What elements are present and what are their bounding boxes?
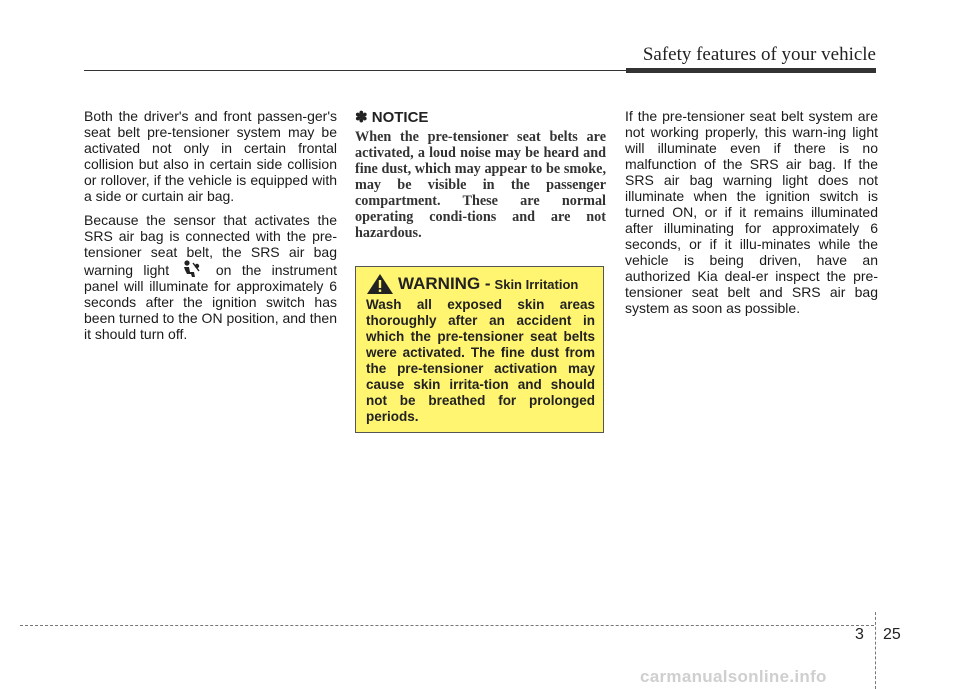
notice-symbol-icon: ✽: [355, 109, 368, 126]
paragraph-malfunction: If the pre-tensioner seat belt system are not working properly, this warn-ing light will illuminate even if there is no malfunction of the SRS air bag. If the SRS air bag warning light does not illuminate when the ignition switch is turned ON, or if it remains illuminated after illuminating for approximately 6 seconds, or if it illu-minates while the vehicle is being driven, have an authorized Kia deal-er inspect the pre-tensioner seat belt and SRS air bag system as soon as possible.: [625, 108, 878, 316]
paragraph-sensor-part1: Because the sensor that activates the SRS air bag is connected with the pre-tensioner seat belt, the SRS air bag warning light: [84, 212, 337, 278]
paragraph-sensor-part2: on the instrument panel will illuminate for approximately 6 seconds after the ignition switch has been turned to the ON position, and then it should turn off.: [84, 262, 338, 342]
header-rule-accent: [626, 68, 876, 73]
watermark: carmanualsonline.info: [640, 667, 827, 686]
left-column: [84, 108, 337, 350]
warning-box: [355, 266, 604, 433]
chapter-number: 3: [855, 626, 864, 643]
footer-rule: [20, 625, 874, 626]
middle-column: [355, 108, 606, 241]
footer-divider: [875, 612, 876, 689]
warning-subtitle: Skin Irritation: [494, 276, 579, 292]
warning-word: WARNING -: [398, 274, 491, 293]
warning-heading: [366, 273, 578, 295]
right-column: [625, 108, 878, 324]
notice-heading: [355, 110, 606, 126]
notice-body: When the pre-tensioner seat belts are activated, a loud noise may be heard and fine dust, which may appear to be smoke, may be visible in the passenger compartment. These are normal operating condi-tions and are not hazardous.: [355, 129, 606, 241]
warning-triangle-icon: [366, 273, 394, 295]
warning-body: Wash all exposed skin areas thoroughly after an accident in which the pre-tensioner seat belts were activated. The fine dust from the pre-tensioner activation may cause skin irrita-tion and should not be breathed for prolonged periods.: [366, 297, 595, 424]
notice-title: NOTICE: [371, 109, 429, 126]
paragraph-activation: Both the driver's and front passen-ger's seat belt pre-tensioner system may be activated not only in certain frontal collision but also in certain side collision or rollover, if the vehicle is equipped with a side or curtain air bag.: [84, 108, 337, 204]
paragraph-sensor: [84, 212, 337, 342]
airbag-warning-icon: [181, 260, 203, 278]
section-title: Safety features of your vehicle: [642, 44, 876, 65]
page-number: 25: [883, 626, 901, 643]
